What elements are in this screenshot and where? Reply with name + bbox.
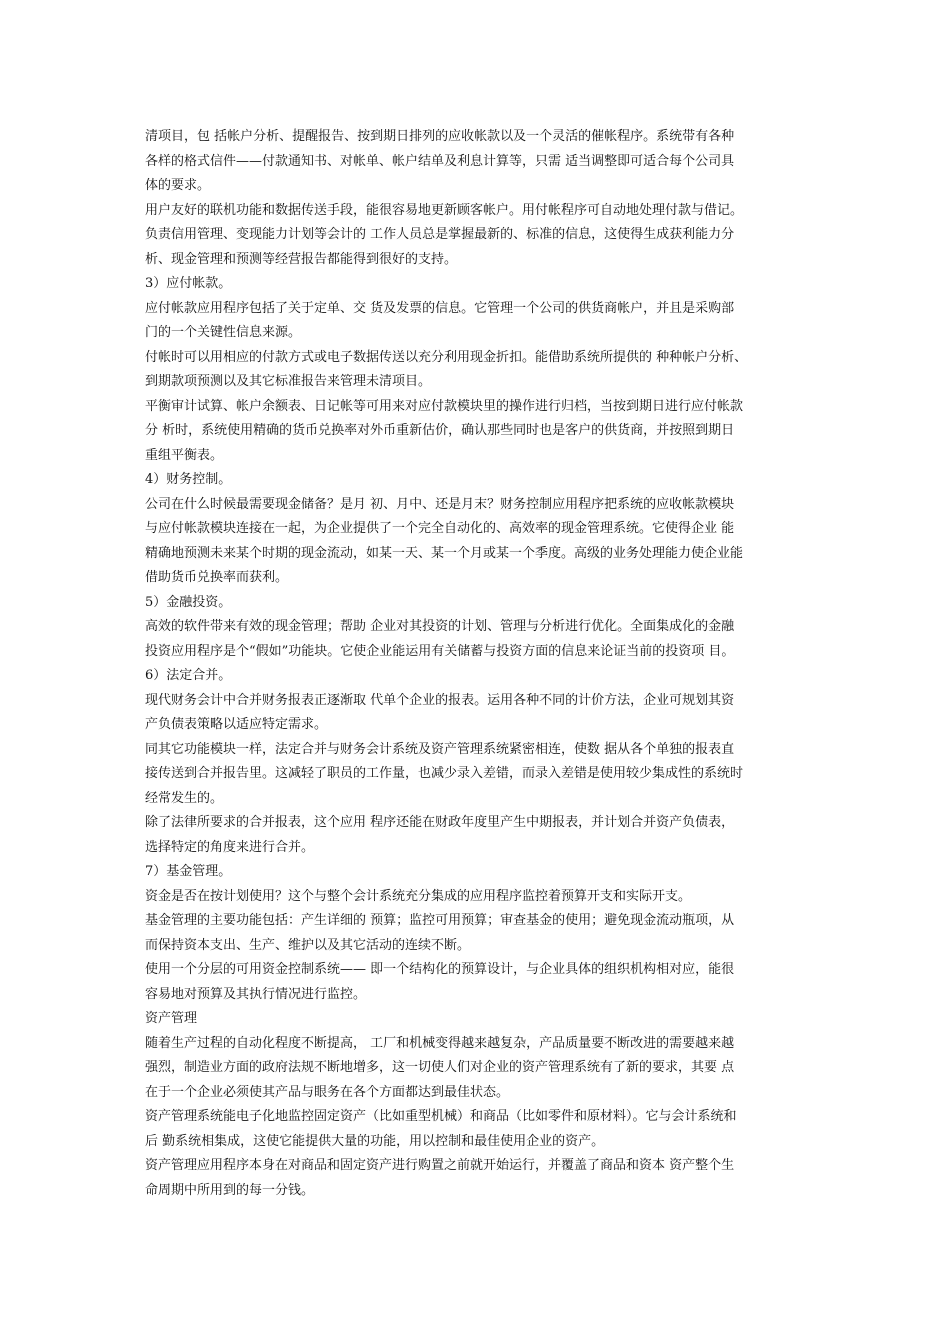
text-line: 选择特定的角度来进行合并。 [145, 839, 315, 855]
text-line: 命周期中所用到的每一分钱。 [145, 1182, 315, 1198]
text-line: 借助货币兑换率而获利。 [145, 570, 289, 585]
text-line: 4）财务控制。 [145, 472, 232, 487]
text-line: 付帐时可以用相应的付款方式或电子数据传送以充分利用现金折扣。能借助系统所提供的 种种帐户分析、 [145, 349, 748, 365]
text-line: 使用一个分层的可用资金控制系统—— 即一个结构化的预算设计，与企业具体的组织机构相对应，能很 [145, 962, 735, 977]
text-line: 3）应付帐款。 [145, 276, 232, 291]
text-line: 析、现金管理和预测等经营报告都能得到很好的支持。 [145, 251, 458, 267]
text-line: 在于一个企业必须使其产品与眼务在各个方面都达到最佳状态。 [145, 1084, 510, 1100]
text-line: 门的一个关键性信息来源。 [145, 325, 302, 340]
document-body [145, 125, 810, 1203]
text-line: 投资应用程序是个“假如”功能块。它使企业能运用有关储蓄与投资方面的信息来论证当前的投资项 目。 [145, 643, 735, 659]
text-line: 与应付帐款模块连接在一起，为企业提供了一个完全自动化的、高效率的现金管理系统。它使得企业 能 [145, 521, 735, 536]
text-line: 各样的格式信件——付款通知书、对帐单、帐户结单及利息计算等，只需 适当调整即可适合每个公司具 [145, 153, 735, 169]
text-line: 5）金融投资。 [145, 594, 232, 610]
text-line: 高效的软件带来有效的现金管理；帮助 企业对其投资的计划、管理与分析进行优化。全面集成化的金融 [145, 619, 735, 634]
text-line: 应付帐款应用程序包括了关于定单、交 货及发票的信息。它管理一个公司的供货商帐户，并且是采购部 [145, 300, 735, 316]
text-line: 平衡审计试算、帐户余额表、日记帐等可用来对应付款模块里的操作进行归档，当按到期日进行应付帐款 [145, 398, 744, 414]
text-line: 接传送到合并报告里。这减轻了职员的工作量，也减少录入差错，而录入差错是使用较少集成性的系统时 [145, 766, 744, 781]
text-line: 随着生产过程的自动化程度不断提高， 工厂和机械变得越来越复杂，产品质量要不断改进的需要越来越 [145, 1035, 735, 1051]
text-line: 强烈，制造业方面的政府法规不断地增多，这一切使人们对企业的资产管理系统有了新的要求，其要 点 [145, 1060, 735, 1075]
text-line: 到期款项预测以及其它标准报告来管理未清项目。 [145, 374, 432, 389]
text-line: 同其它功能模块一样，法定合并与财务会计系统及资产管理系统紧密相连，使数 据从各个单独的报表直 [145, 741, 735, 757]
text-line: 分 析时，系统使用精确的货币兑换率对外币重新估价，确认那些同时也是客户的供货商，并按照到期日 [145, 423, 735, 438]
text-line: 容易地对预算及其执行情况进行监控。 [145, 986, 367, 1002]
text-line: 资产管理系统能电子化地监控固定资产（比如重型机械）和商品（比如零件和原材料）。它与会计系统和 [145, 1109, 737, 1124]
text-line: 负责信用管理、变现能力计划等会计的 工作人员总是掌握最新的、标准的信息，这使得生成获利能力分 [145, 227, 735, 242]
text-line: 重组平衡表。 [145, 447, 224, 463]
text-line: 后 勤系统相集成，这使它能提供大量的功能，用以控制和最佳使用企业的资产。 [145, 1133, 605, 1149]
text-line: 经常发生的。 [145, 790, 224, 806]
text-line: 用户友好的联机功能和数据传送手段，能很容易地更新顾客帐户。用付帐程序可自动地处理付款与借记。 [145, 202, 744, 218]
text-line: 而保持资本支出、生产、维护以及其它活动的连续不断。 [145, 937, 471, 953]
text-line: 体的要求。 [145, 178, 211, 193]
text-line: 清项目，包 括帐户分析、提醒报告、按到期日排列的应收帐款以及一个灵活的催帐程序。系统带有各种 [145, 129, 735, 144]
text-line: 7）基金管理。 [145, 864, 232, 879]
text-line: 现代财务会计中合并财务报表正逐渐取 代单个企业的报表。运用各种不同的计价方法，企业可规划其资 [145, 692, 735, 708]
text-line: 资产管理 [145, 1011, 198, 1026]
text-line: 资金是否在按计划使用？这个与整个会计系统充分集成的应用程序监控着预算开支和实际开支。 [145, 888, 692, 904]
text-line: 公司在什么时候最需要现金储备？是月 初、月中、还是月末？财务控制应用程序把系统的应收帐款模块 [145, 496, 735, 512]
text-line: 基金管理的主要功能包括：产生详细的 预算；监控可用预算；审查基金的使用；避免现金流动瓶项，从 [145, 913, 735, 928]
text-line: 除了法律所要求的合并报表，这个应用 程序还能在财政年度里产生中期报表，并计划合并资产负债表， [145, 815, 735, 830]
text-line: 6）法定合并。 [145, 668, 232, 683]
text-line: 精确地预测未来某个时期的现金流动，如某一天、某一个月或某一个季度。高级的业务处理能力使企业能 [145, 545, 744, 561]
text-line: 产负债表策略以适应特定需求。 [145, 717, 328, 732]
text-line: 资产管理应用程序本身在对商品和固定资产进行购置之前就开始运行，并覆盖了商品和资本 资产整个生 [145, 1158, 735, 1173]
